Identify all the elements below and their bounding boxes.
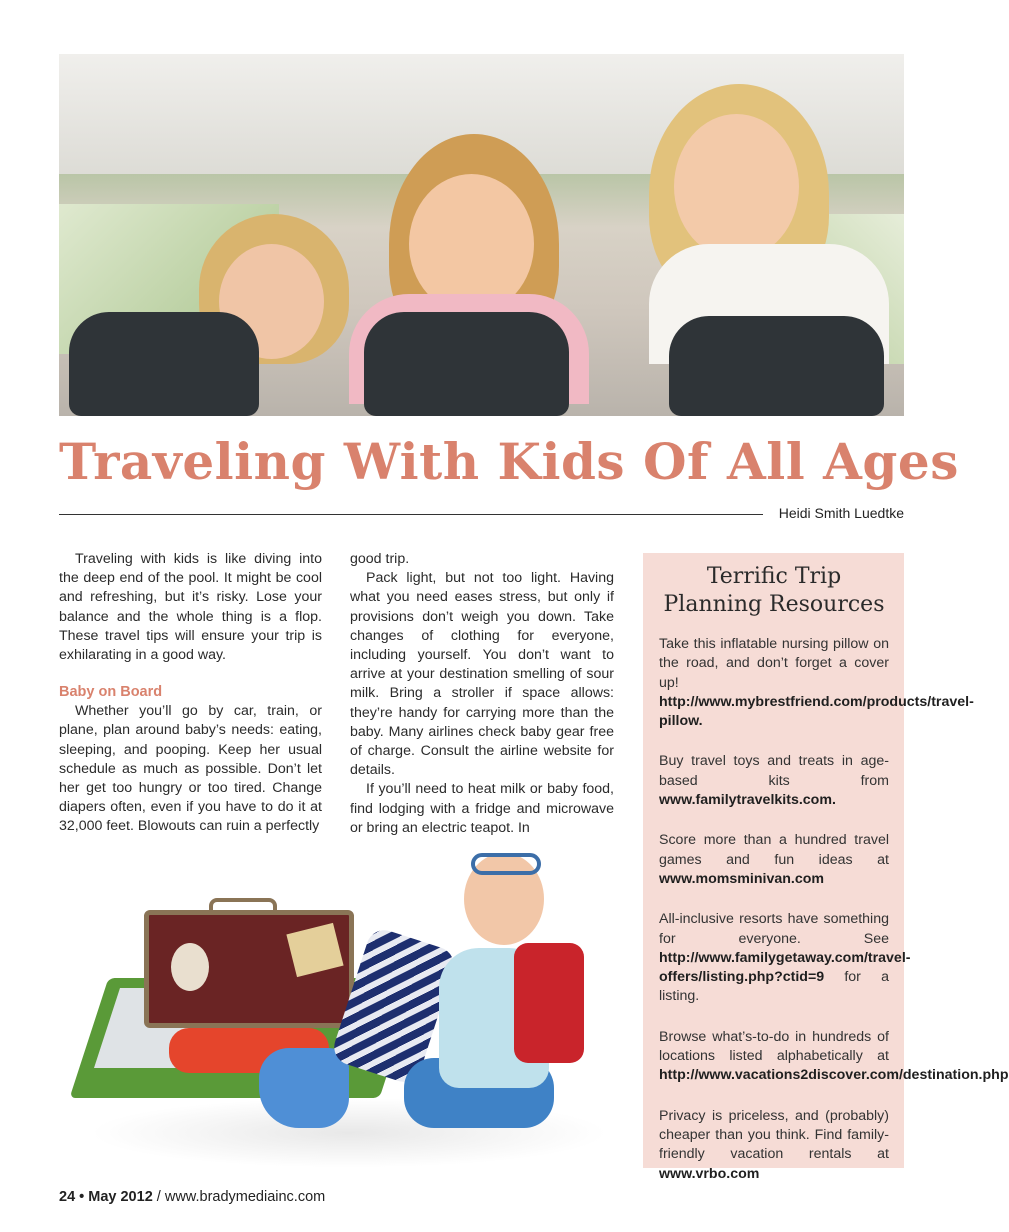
article-column-2 <box>350 550 614 838</box>
resource-after-text: for a listing. <box>659 969 889 1005</box>
baby-on-board-paragraph: Whether you’ll go by car, train, or plane, plan around baby’s needs: eating, sleeping, and pooping. Keep her usual schedule as much as possible. Don’t let her get too hungry or too tired. Change diapers often, even if you have to do it at 32,000 feet. Blowouts can ruin a perfectly <box>59 703 322 835</box>
resource-item <box>659 1107 889 1184</box>
intro-paragraph: Traveling with kids is like diving into the deep end of the pool. It might be cool and refreshing, but it’s risky. Lose your balance and the whole thing is a flop. These travel tips will ensure your trip is exhilarating in a good way. <box>59 551 322 664</box>
resource-item <box>659 831 889 889</box>
resource-item <box>659 910 911 1006</box>
resource-link[interactable]: www.momsminivan.com <box>659 870 825 887</box>
page-issue: 24 • May 2012 <box>59 1189 153 1205</box>
resource-text: All-inclusive resorts have something for everyone. See <box>659 911 889 947</box>
resource-text: Browse what’s-to-do in hundreds of locations listed alphabetically at <box>659 1028 889 1065</box>
baby-suitcase-photo <box>59 848 614 1168</box>
hero-photo-kids-in-car <box>59 54 904 416</box>
heat-milk-paragraph: If you’ll need to heat milk or baby food, find lodging with a fridge and microwave or bring an electric teapot. In <box>350 781 614 836</box>
headrest-left <box>69 312 259 416</box>
sidebar-title-line2: Planning Resources <box>663 592 885 617</box>
section-heading-baby-on-board: Baby on Board <box>59 684 163 701</box>
resource-link[interactable]: www.familytravelkits.com. <box>659 792 836 809</box>
page-footer <box>59 1189 325 1205</box>
article-title: Traveling With Kids Of All Ages <box>59 432 959 491</box>
resource-text: Take this inflatable nursing pillow on the road, and don’t forget a cover up! <box>659 636 889 691</box>
footer-website[interactable]: www.bradymediainc.com <box>164 1189 326 1205</box>
resource-item <box>659 752 889 810</box>
continuation-text: good trip. <box>350 551 410 567</box>
footer-separator: / <box>152 1189 165 1205</box>
goggles <box>471 853 541 875</box>
red-backpack <box>514 943 584 1063</box>
resource-link[interactable]: http://www.familygetaway.com/travel-offers/listing.php?ctid=9 <box>659 949 911 986</box>
resource-text: Score more than a hundred travel games and fun ideas at <box>659 832 889 868</box>
pack-light-paragraph: Pack light, but not too light. Having what you need eases stress, but only if provisions don’t weigh you down. Take changes of clothing for everyone, including yourself. You don’t want to arrive at your destination smelling of sour milk. Bring a stroller if space allows: they’re handy for carrying more than the baby. Many airlines check baby gear free of charge. Consult the airline website for details. <box>350 570 614 779</box>
resources-sidebar <box>643 553 1009 1182</box>
sidebar-title <box>659 563 889 619</box>
resource-text: Buy travel toys and treats in age-based kits from <box>659 753 889 789</box>
headrest-right <box>669 316 884 416</box>
resource-link[interactable]: http://www.mybrestfriend.com/products/travel-pillow. <box>659 693 974 730</box>
article-column-1 <box>59 550 322 837</box>
byline-rule <box>59 514 763 515</box>
resource-item <box>659 1028 1009 1086</box>
suitcase-sticker-round <box>171 943 209 991</box>
resource-item <box>659 635 974 731</box>
kid-right-face <box>674 114 799 259</box>
byline: Heidi Smith Luedtke <box>778 505 904 521</box>
headrest-center <box>364 312 569 416</box>
resource-link[interactable]: www.vrbo.com <box>659 1165 760 1182</box>
blue-clothing <box>259 1048 349 1128</box>
sidebar-title-line1: Terrific Trip <box>706 564 842 589</box>
resource-text: Privacy is priceless, and (probably) cheaper than you think. Find family-friendly vacation rentals at <box>659 1107 889 1163</box>
kid-center-face <box>409 174 534 314</box>
resource-link[interactable]: http://www.vacations2discover.com/destination.php <box>659 1067 1009 1084</box>
